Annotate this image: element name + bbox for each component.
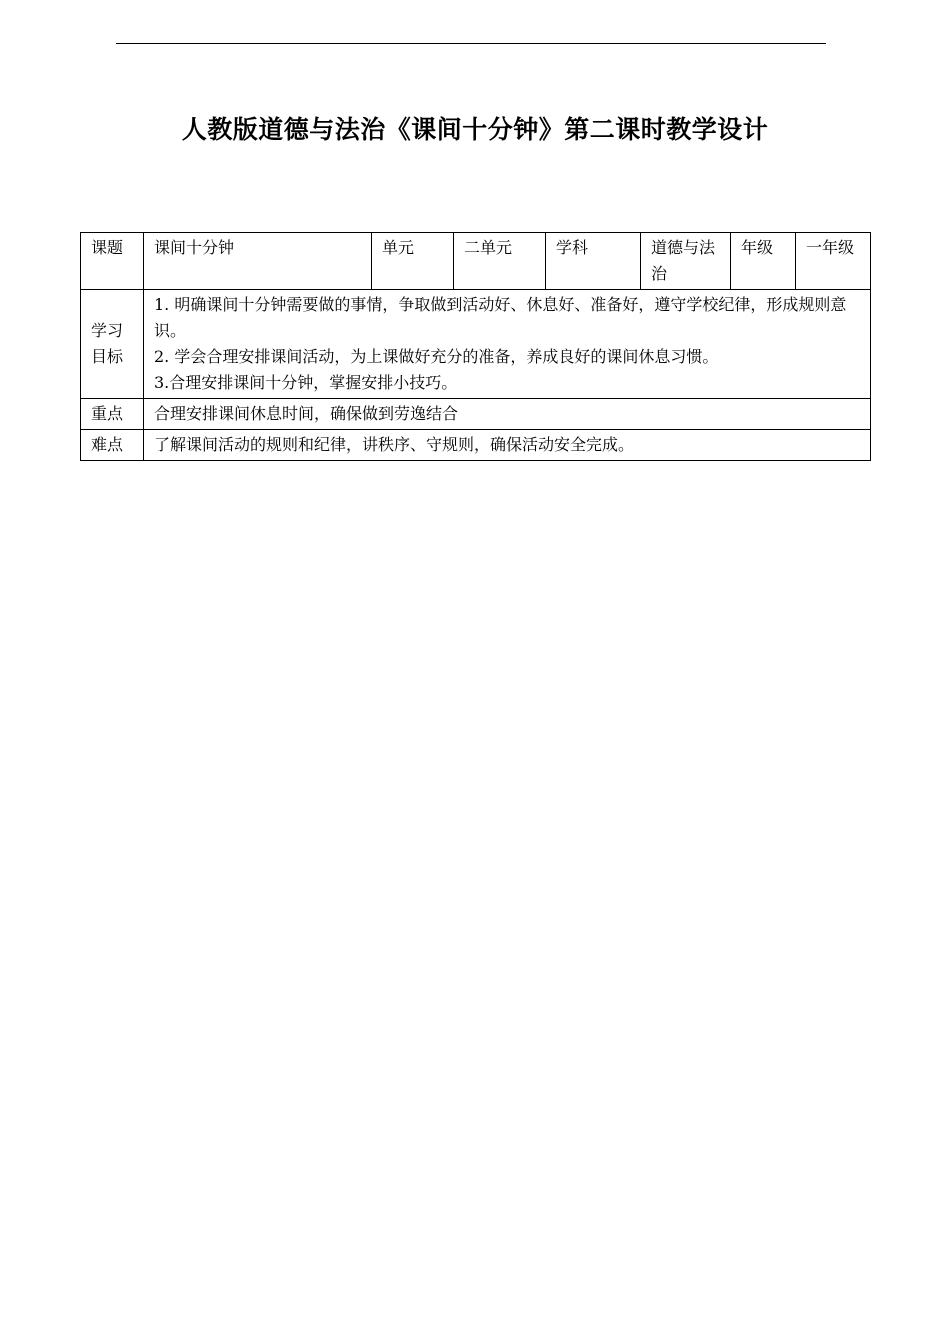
table-row-key-point (81, 399, 871, 430)
table-row-objectives (81, 290, 871, 399)
lesson-plan-table (80, 232, 871, 461)
difficulty-label: 难点 (81, 430, 144, 461)
unit-value: 二单元 (454, 233, 546, 290)
topic-value: 课间十分钟 (144, 233, 372, 290)
objectives-value (144, 290, 871, 399)
objective-item-3: 3.合理安排课间十分钟，掌握安排小技巧。 (154, 373, 458, 392)
key-point-value: 合理安排课间休息时间，确保做到劳逸结合 (144, 399, 871, 430)
document-title: 人教版道德与法治《课间十分钟》第二课时教学设计 (181, 115, 769, 144)
objectives-label: 学习目标 (81, 290, 144, 399)
table-row-topic (81, 233, 871, 290)
key-point-label: 重点 (81, 399, 144, 430)
table-row-difficulty (81, 430, 871, 461)
objective-item-2: 2. 学会合理安排课间活动，为上课做好充分的准备，养成良好的课间休息习惯。 (154, 347, 719, 366)
grade-label: 年级 (731, 233, 796, 290)
subject-label: 学科 (546, 233, 641, 290)
objective-item-1: 1. 明确课间十分钟需要做的事情，争取做到活动好、休息好、准备好，遵守学校纪律，形成规则意识。 (154, 295, 847, 340)
grade-value: 一年级 (796, 233, 871, 290)
subject-value: 道德与法治 (641, 233, 731, 290)
topic-label: 课题 (81, 233, 144, 290)
header-rule (116, 43, 826, 44)
unit-label: 单元 (372, 233, 454, 290)
difficulty-value: 了解课间活动的规则和纪律，讲秩序、守规则，确保活动安全完成。 (144, 430, 871, 461)
